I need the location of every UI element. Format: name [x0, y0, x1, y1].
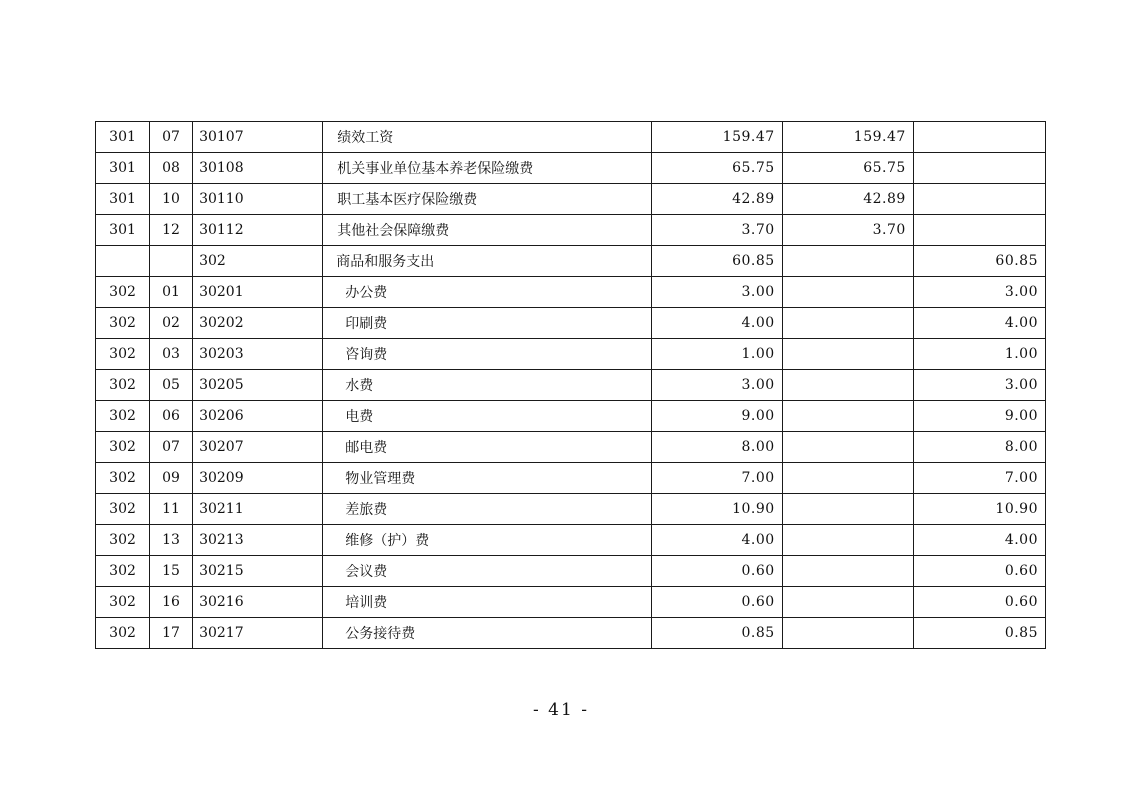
table-row [96, 587, 1046, 618]
total-amount-cell: 10.90 [651, 494, 782, 525]
subject-name-cell: 机关事业单位基本养老保险缴费 [323, 153, 651, 184]
subject-code-cell: 30217 [193, 618, 323, 649]
item-code-cell: 12 [150, 215, 193, 246]
table-row [96, 308, 1046, 339]
class-code-cell: 302 [96, 618, 150, 649]
project-expenditure-cell [913, 184, 1045, 215]
table-row [96, 525, 1046, 556]
subject-code-cell: 30215 [193, 556, 323, 587]
class-code-cell: 302 [96, 308, 150, 339]
total-amount-cell: 1.00 [651, 339, 782, 370]
class-code-cell: 301 [96, 215, 150, 246]
class-code-cell: 301 [96, 122, 150, 153]
total-amount-cell: 42.89 [651, 184, 782, 215]
item-code-cell: 13 [150, 525, 193, 556]
class-code-cell [96, 246, 150, 277]
basic-expenditure-cell [782, 587, 913, 618]
total-amount-cell: 60.85 [651, 246, 782, 277]
total-amount-cell: 9.00 [651, 401, 782, 432]
class-code-cell: 302 [96, 370, 150, 401]
subject-name-cell: 水费 [323, 370, 651, 401]
total-amount-cell: 4.00 [651, 525, 782, 556]
table-row [96, 153, 1046, 184]
subject-name-cell: 物业管理费 [323, 463, 651, 494]
class-code-cell: 302 [96, 494, 150, 525]
subject-name-cell: 维修（护）费 [323, 525, 651, 556]
subject-name-cell: 电费 [323, 401, 651, 432]
basic-expenditure-cell: 65.75 [782, 153, 913, 184]
table-row [96, 432, 1046, 463]
basic-expenditure-cell: 42.89 [782, 184, 913, 215]
subject-code-cell: 30216 [193, 587, 323, 618]
subject-code-cell: 30108 [193, 153, 323, 184]
class-code-cell: 301 [96, 184, 150, 215]
basic-expenditure-cell: 3.70 [782, 215, 913, 246]
class-code-cell: 302 [96, 432, 150, 463]
subject-name-cell: 印刷费 [323, 308, 651, 339]
project-expenditure-cell [913, 153, 1045, 184]
table-row [96, 494, 1046, 525]
basic-expenditure-cell [782, 277, 913, 308]
item-code-cell: 05 [150, 370, 193, 401]
item-code-cell: 15 [150, 556, 193, 587]
item-code-cell: 01 [150, 277, 193, 308]
table-row [96, 339, 1046, 370]
project-expenditure-cell: 9.00 [913, 401, 1045, 432]
subject-code-cell: 302 [193, 246, 323, 277]
project-expenditure-cell: 4.00 [913, 308, 1045, 339]
subject-code-cell: 30206 [193, 401, 323, 432]
subject-code-cell: 30201 [193, 277, 323, 308]
basic-expenditure-cell [782, 618, 913, 649]
subject-code-cell: 30209 [193, 463, 323, 494]
project-expenditure-cell: 8.00 [913, 432, 1045, 463]
project-expenditure-cell: 60.85 [913, 246, 1045, 277]
basic-expenditure-cell [782, 525, 913, 556]
total-amount-cell: 4.00 [651, 308, 782, 339]
project-expenditure-cell: 0.85 [913, 618, 1045, 649]
class-code-cell: 302 [96, 339, 150, 370]
total-amount-cell: 3.00 [651, 277, 782, 308]
basic-expenditure-cell: 159.47 [782, 122, 913, 153]
class-code-cell: 302 [96, 277, 150, 308]
total-amount-cell: 0.60 [651, 587, 782, 618]
table-row [96, 463, 1046, 494]
basic-expenditure-cell [782, 246, 913, 277]
project-expenditure-cell: 4.00 [913, 525, 1045, 556]
table-row [96, 370, 1046, 401]
subject-code-cell: 30107 [193, 122, 323, 153]
item-code-cell: 16 [150, 587, 193, 618]
class-code-cell: 302 [96, 525, 150, 556]
table-row [96, 618, 1046, 649]
subject-code-cell: 30110 [193, 184, 323, 215]
basic-expenditure-cell [782, 308, 913, 339]
subject-name-cell: 职工基本医疗保险缴费 [323, 184, 651, 215]
project-expenditure-cell: 3.00 [913, 277, 1045, 308]
basic-expenditure-cell [782, 370, 913, 401]
project-expenditure-cell: 10.90 [913, 494, 1045, 525]
item-code-cell: 11 [150, 494, 193, 525]
total-amount-cell: 159.47 [651, 122, 782, 153]
basic-expenditure-cell [782, 463, 913, 494]
subject-name-cell: 其他社会保障缴费 [323, 215, 651, 246]
basic-expenditure-cell [782, 556, 913, 587]
project-expenditure-cell: 1.00 [913, 339, 1045, 370]
subject-code-cell: 30112 [193, 215, 323, 246]
table-row [96, 246, 1046, 277]
table-row [96, 122, 1046, 153]
subject-name-cell: 邮电费 [323, 432, 651, 463]
class-code-cell: 301 [96, 153, 150, 184]
class-code-cell: 302 [96, 463, 150, 494]
table-row [96, 215, 1046, 246]
project-expenditure-cell [913, 122, 1045, 153]
total-amount-cell: 65.75 [651, 153, 782, 184]
item-code-cell: 06 [150, 401, 193, 432]
total-amount-cell: 7.00 [651, 463, 782, 494]
subject-code-cell: 30205 [193, 370, 323, 401]
subject-name-cell: 差旅费 [323, 494, 651, 525]
page-number: - 41 - [533, 700, 589, 720]
class-code-cell: 302 [96, 401, 150, 432]
project-expenditure-cell: 3.00 [913, 370, 1045, 401]
project-expenditure-cell: 0.60 [913, 587, 1045, 618]
subject-code-cell: 30202 [193, 308, 323, 339]
total-amount-cell: 0.60 [651, 556, 782, 587]
table-row [96, 401, 1046, 432]
item-code-cell: 07 [150, 432, 193, 463]
total-amount-cell: 8.00 [651, 432, 782, 463]
subject-name-cell: 咨询费 [323, 339, 651, 370]
subject-code-cell: 30203 [193, 339, 323, 370]
subject-code-cell: 30213 [193, 525, 323, 556]
table-row [96, 184, 1046, 215]
total-amount-cell: 3.00 [651, 370, 782, 401]
table-row [96, 277, 1046, 308]
basic-expenditure-cell [782, 401, 913, 432]
item-code-cell [150, 246, 193, 277]
class-code-cell: 302 [96, 556, 150, 587]
item-code-cell: 08 [150, 153, 193, 184]
subject-name-cell: 商品和服务支出 [323, 246, 651, 277]
item-code-cell: 17 [150, 618, 193, 649]
basic-expenditure-cell [782, 494, 913, 525]
subject-name-cell: 培训费 [323, 587, 651, 618]
table-body [96, 122, 1046, 649]
item-code-cell: 09 [150, 463, 193, 494]
item-code-cell: 02 [150, 308, 193, 339]
basic-expenditure-cell [782, 339, 913, 370]
total-amount-cell: 0.85 [651, 618, 782, 649]
total-amount-cell: 3.70 [651, 215, 782, 246]
project-expenditure-cell: 0.60 [913, 556, 1045, 587]
subject-name-cell: 会议费 [323, 556, 651, 587]
table-row [96, 556, 1046, 587]
item-code-cell: 07 [150, 122, 193, 153]
item-code-cell: 10 [150, 184, 193, 215]
project-expenditure-cell [913, 215, 1045, 246]
subject-code-cell: 30211 [193, 494, 323, 525]
project-expenditure-cell: 7.00 [913, 463, 1045, 494]
expenditure-table [95, 121, 1046, 649]
subject-name-cell: 办公费 [323, 277, 651, 308]
subject-code-cell: 30207 [193, 432, 323, 463]
subject-name-cell: 绩效工资 [323, 122, 651, 153]
item-code-cell: 03 [150, 339, 193, 370]
subject-name-cell: 公务接待费 [323, 618, 651, 649]
basic-expenditure-cell [782, 432, 913, 463]
class-code-cell: 302 [96, 587, 150, 618]
